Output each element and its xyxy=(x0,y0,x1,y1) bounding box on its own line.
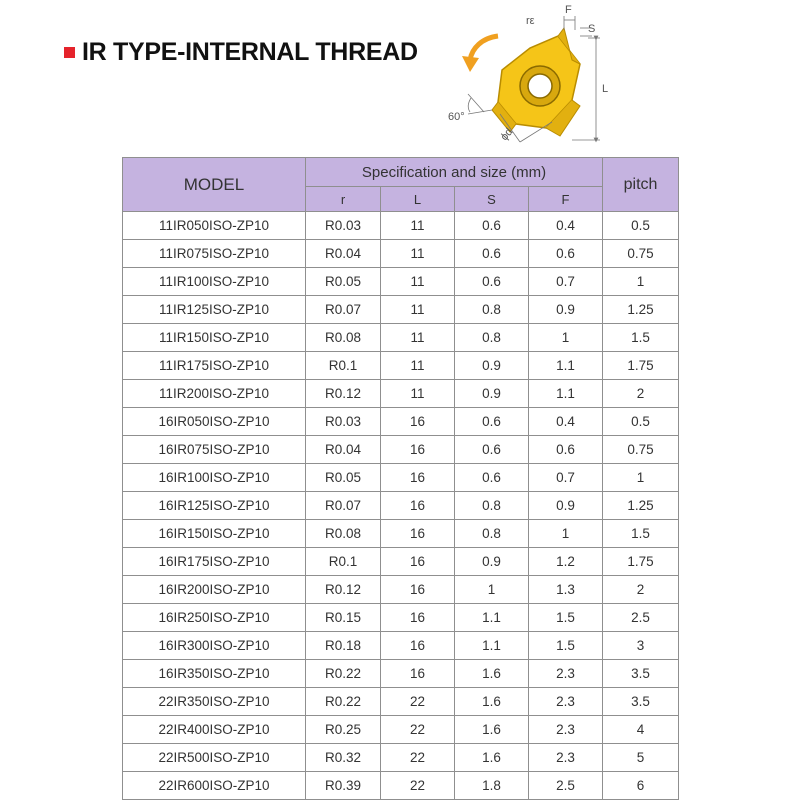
red-square-icon xyxy=(64,47,75,58)
table-row xyxy=(123,352,679,380)
cell-pitch: 5 xyxy=(603,744,679,772)
cell-pitch: 2.5 xyxy=(603,604,679,632)
cell-l: 16 xyxy=(381,492,455,520)
cell-r: R0.18 xyxy=(306,632,381,660)
cell-r: R0.32 xyxy=(306,744,381,772)
cell-model: 16IR150ISO-ZP10 xyxy=(123,520,306,548)
cell-f: 1 xyxy=(529,324,603,352)
table-row xyxy=(123,716,679,744)
table-row xyxy=(123,324,679,352)
cell-f: 1.5 xyxy=(529,632,603,660)
header-r: r xyxy=(306,187,381,212)
header-model: MODEL xyxy=(123,158,306,212)
table-row xyxy=(123,408,679,436)
cell-pitch: 0.75 xyxy=(603,240,679,268)
table-row xyxy=(123,548,679,576)
table-row xyxy=(123,744,679,772)
table-row xyxy=(123,688,679,716)
cell-f: 2.3 xyxy=(529,744,603,772)
cell-s: 0.9 xyxy=(455,380,529,408)
cell-s: 1.8 xyxy=(455,772,529,800)
cell-f: 0.6 xyxy=(529,436,603,464)
cell-r: R0.12 xyxy=(306,380,381,408)
label-d: ϕd xyxy=(498,125,516,144)
cell-r: R0.1 xyxy=(306,548,381,576)
cell-r: R0.05 xyxy=(306,268,381,296)
table-row xyxy=(123,240,679,268)
cell-r: R0.1 xyxy=(306,352,381,380)
cell-l: 11 xyxy=(381,212,455,240)
cell-l: 11 xyxy=(381,240,455,268)
cell-f: 0.6 xyxy=(529,240,603,268)
cell-model: 16IR300ISO-ZP10 xyxy=(123,632,306,660)
cell-r: R0.05 xyxy=(306,464,381,492)
cell-pitch: 4 xyxy=(603,716,679,744)
cell-f: 1.5 xyxy=(529,604,603,632)
cell-model: 11IR125ISO-ZP10 xyxy=(123,296,306,324)
cell-model: 16IR125ISO-ZP10 xyxy=(123,492,306,520)
cell-s: 0.9 xyxy=(455,548,529,576)
cell-l: 22 xyxy=(381,688,455,716)
cell-s: 1.1 xyxy=(455,604,529,632)
cell-pitch: 6 xyxy=(603,772,679,800)
header-pitch: pitch xyxy=(603,158,679,212)
cell-model: 16IR350ISO-ZP10 xyxy=(123,660,306,688)
cell-l: 16 xyxy=(381,464,455,492)
cell-l: 11 xyxy=(381,380,455,408)
cell-f: 2.3 xyxy=(529,660,603,688)
cell-r: R0.03 xyxy=(306,408,381,436)
table-row xyxy=(123,464,679,492)
cell-s: 0.6 xyxy=(455,408,529,436)
cell-l: 16 xyxy=(381,660,455,688)
cell-r: R0.22 xyxy=(306,660,381,688)
cell-f: 0.9 xyxy=(529,296,603,324)
cell-f: 1.3 xyxy=(529,576,603,604)
cell-s: 1.6 xyxy=(455,660,529,688)
thread-insert-icon xyxy=(492,28,580,136)
cell-f: 1 xyxy=(529,520,603,548)
cell-l: 11 xyxy=(381,296,455,324)
rotation-arrow-icon xyxy=(470,36,498,60)
table-row xyxy=(123,520,679,548)
cell-s: 0.8 xyxy=(455,520,529,548)
cell-model: 11IR075ISO-ZP10 xyxy=(123,240,306,268)
cell-l: 16 xyxy=(381,520,455,548)
table-row xyxy=(123,268,679,296)
cell-model: 11IR100ISO-ZP10 xyxy=(123,268,306,296)
cell-pitch: 1.5 xyxy=(603,520,679,548)
cell-r: R0.03 xyxy=(306,212,381,240)
cell-model: 11IR175ISO-ZP10 xyxy=(123,352,306,380)
table-row xyxy=(123,604,679,632)
cell-s: 0.8 xyxy=(455,296,529,324)
cell-pitch: 2 xyxy=(603,576,679,604)
cell-s: 0.8 xyxy=(455,492,529,520)
cell-pitch: 2 xyxy=(603,380,679,408)
header-s: S xyxy=(455,187,529,212)
cell-pitch: 1.75 xyxy=(603,352,679,380)
table-row xyxy=(123,380,679,408)
insert-diagram xyxy=(440,2,640,152)
cell-s: 0.8 xyxy=(455,324,529,352)
cell-model: 11IR150ISO-ZP10 xyxy=(123,324,306,352)
table-row xyxy=(123,772,679,800)
cell-s: 0.6 xyxy=(455,212,529,240)
cell-l: 16 xyxy=(381,436,455,464)
cell-r: R0.07 xyxy=(306,492,381,520)
header-f: F xyxy=(529,187,603,212)
cell-model: 22IR500ISO-ZP10 xyxy=(123,744,306,772)
cell-f: 0.7 xyxy=(529,464,603,492)
title-text: IR TYPE-INTERNAL THREAD xyxy=(82,38,418,66)
cell-r: R0.07 xyxy=(306,296,381,324)
cell-pitch: 3 xyxy=(603,632,679,660)
cell-pitch: 1.25 xyxy=(603,296,679,324)
cell-r: R0.39 xyxy=(306,772,381,800)
cell-s: 0.6 xyxy=(455,268,529,296)
header-spec: Specification and size (mm) xyxy=(306,158,603,187)
label-angle: 60° xyxy=(448,111,465,123)
cell-model: 16IR100ISO-ZP10 xyxy=(123,464,306,492)
cell-r: R0.15 xyxy=(306,604,381,632)
cell-model: 16IR050ISO-ZP10 xyxy=(123,408,306,436)
cell-r: R0.08 xyxy=(306,324,381,352)
cell-pitch: 3.5 xyxy=(603,660,679,688)
spec-table xyxy=(122,157,679,800)
cell-s: 0.9 xyxy=(455,352,529,380)
cell-s: 0.6 xyxy=(455,436,529,464)
cell-model: 16IR175ISO-ZP10 xyxy=(123,548,306,576)
cell-r: R0.25 xyxy=(306,716,381,744)
cell-pitch: 1.75 xyxy=(603,548,679,576)
cell-l: 16 xyxy=(381,408,455,436)
cell-model: 22IR600ISO-ZP10 xyxy=(123,772,306,800)
cell-l: 16 xyxy=(381,632,455,660)
cell-f: 1.1 xyxy=(529,380,603,408)
cell-f: 2.3 xyxy=(529,716,603,744)
table-row xyxy=(123,492,679,520)
cell-f: 2.5 xyxy=(529,772,603,800)
cell-s: 0.6 xyxy=(455,240,529,268)
cell-l: 22 xyxy=(381,772,455,800)
cell-r: R0.08 xyxy=(306,520,381,548)
cell-l: 11 xyxy=(381,268,455,296)
cell-pitch: 1.5 xyxy=(603,324,679,352)
cell-l: 11 xyxy=(381,324,455,352)
cell-l: 16 xyxy=(381,576,455,604)
cell-pitch: 0.5 xyxy=(603,212,679,240)
label-l: L xyxy=(602,83,609,95)
cell-r: R0.22 xyxy=(306,688,381,716)
cell-pitch: 1.25 xyxy=(603,492,679,520)
label-f: F xyxy=(565,4,572,16)
cell-model: 16IR200ISO-ZP10 xyxy=(123,576,306,604)
table-row xyxy=(123,660,679,688)
cell-l: 16 xyxy=(381,604,455,632)
header-l: L xyxy=(381,187,455,212)
cell-pitch: 1 xyxy=(603,268,679,296)
cell-f: 0.4 xyxy=(529,212,603,240)
cell-r: R0.04 xyxy=(306,240,381,268)
cell-s: 1.1 xyxy=(455,632,529,660)
cell-f: 0.9 xyxy=(529,492,603,520)
cell-pitch: 1 xyxy=(603,464,679,492)
cell-pitch: 3.5 xyxy=(603,688,679,716)
cell-f: 0.7 xyxy=(529,268,603,296)
table-row xyxy=(123,296,679,324)
cell-s: 1.6 xyxy=(455,688,529,716)
cell-l: 22 xyxy=(381,716,455,744)
table-row xyxy=(123,576,679,604)
cell-s: 1.6 xyxy=(455,716,529,744)
cell-f: 1.1 xyxy=(529,352,603,380)
cell-model: 11IR050ISO-ZP10 xyxy=(123,212,306,240)
cell-model: 16IR075ISO-ZP10 xyxy=(123,436,306,464)
cell-model: 11IR200ISO-ZP10 xyxy=(123,380,306,408)
table-row xyxy=(123,632,679,660)
cell-model: 22IR350ISO-ZP10 xyxy=(123,688,306,716)
cell-s: 1.6 xyxy=(455,744,529,772)
cell-model: 16IR250ISO-ZP10 xyxy=(123,604,306,632)
cell-f: 2.3 xyxy=(529,688,603,716)
page-title xyxy=(64,38,418,67)
cell-l: 16 xyxy=(381,548,455,576)
cell-f: 0.4 xyxy=(529,408,603,436)
cell-r: R0.04 xyxy=(306,436,381,464)
label-re: rε xyxy=(526,15,535,27)
table-row xyxy=(123,212,679,240)
cell-pitch: 0.75 xyxy=(603,436,679,464)
cell-l: 11 xyxy=(381,352,455,380)
cell-model: 22IR400ISO-ZP10 xyxy=(123,716,306,744)
table-row xyxy=(123,436,679,464)
cell-s: 1 xyxy=(455,576,529,604)
cell-l: 22 xyxy=(381,744,455,772)
cell-r: R0.12 xyxy=(306,576,381,604)
cell-f: 1.2 xyxy=(529,548,603,576)
cell-s: 0.6 xyxy=(455,464,529,492)
label-s: S xyxy=(588,23,596,35)
cell-pitch: 0.5 xyxy=(603,408,679,436)
